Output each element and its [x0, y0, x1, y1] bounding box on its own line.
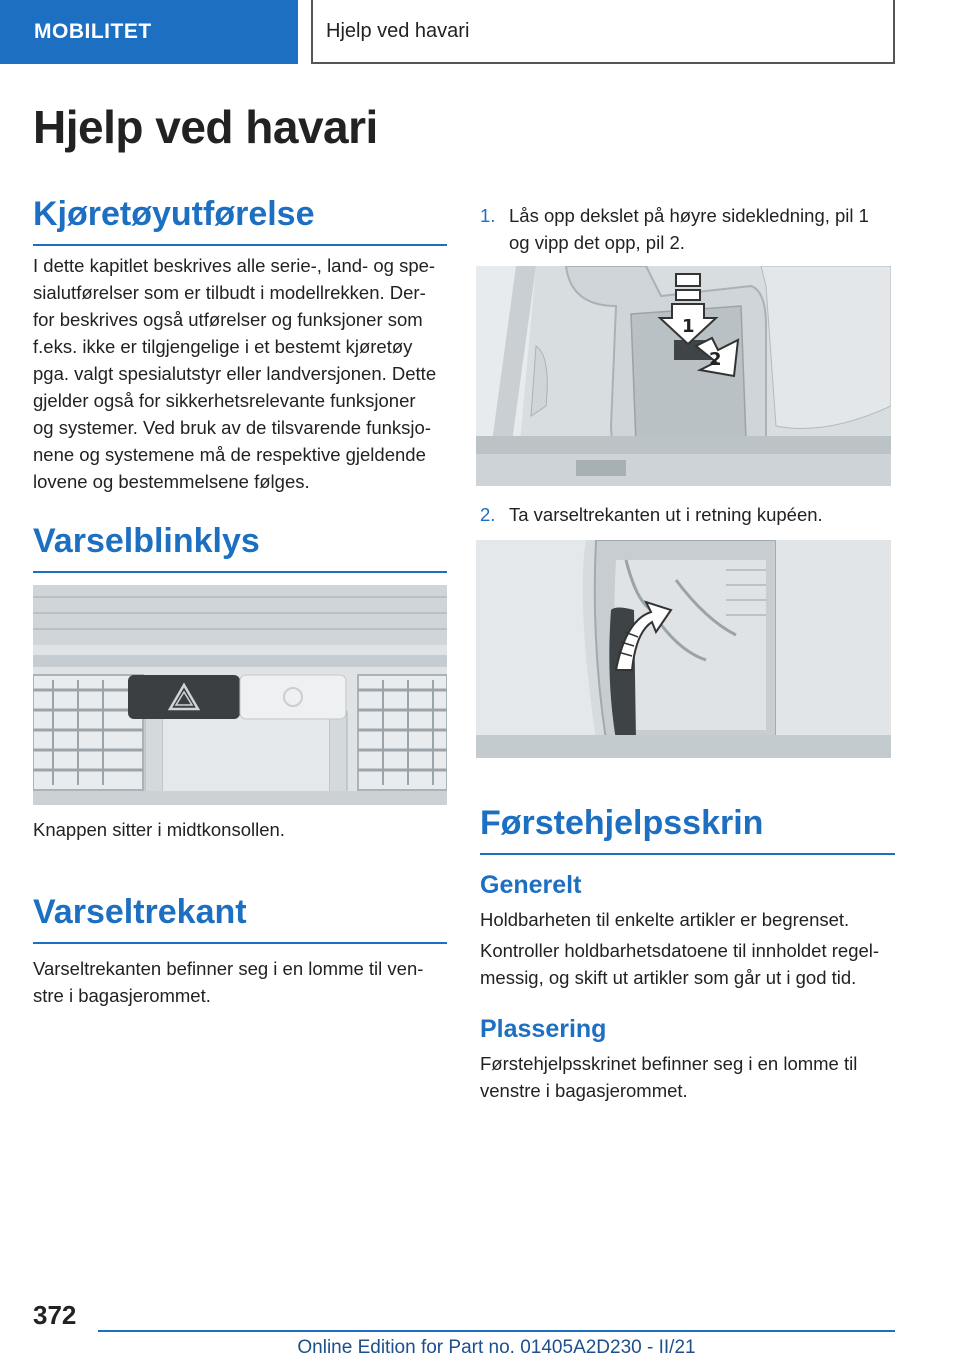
- heading-varseltrekant: Varseltrekant: [33, 893, 447, 944]
- text-line: lovene og bestemmelsene følges.: [33, 471, 310, 492]
- paragraph-varseltrekant: [33, 955, 453, 1009]
- arrow-label-2: 2: [709, 349, 722, 370]
- footer-divider: [98, 1330, 895, 1332]
- figure-warning-triangle-pocket: [476, 540, 891, 758]
- paragraph-generelt-2: [480, 937, 900, 991]
- caption-varselblinklys: Knappen sitter i midtkonsollen.: [33, 819, 285, 840]
- text-line: I dette kapitlet beskrives alle serie-, land- og spe-: [33, 255, 436, 276]
- paragraph-generelt-1: Holdbarheten til enkelte artikler er begrenset.: [480, 909, 850, 930]
- text-line: Lås opp dekslet på høyre sidekledning, pil 1: [509, 205, 869, 226]
- warning-triangle-illustration: [476, 540, 891, 758]
- text-line: Kontroller holdbarhetsdatoene til innholdet regel-: [480, 940, 880, 961]
- heading-kjoretoyutforelse: Kjøretøyutførelse: [33, 195, 447, 246]
- step-2: [480, 501, 900, 528]
- text-line: f.eks. ikke er tilgjengelige i et bestemt kjøretøy: [33, 336, 413, 357]
- text-line: nene og systemene må de respektive gjeldende: [33, 444, 426, 465]
- text-line: gjelder også for sikkerhetsrelevante funksjoner: [33, 390, 416, 411]
- text-line: og vipp det opp, pil 2.: [509, 232, 685, 253]
- text-line: messig, og skift ut artikler som går ut i god tid.: [480, 967, 857, 988]
- step-number: 2.: [480, 504, 496, 525]
- step-number: 1.: [480, 205, 496, 226]
- text-line: for beskrives også utførelser og funksjoner som: [33, 309, 423, 330]
- paragraph-kjoretoyutforelse: [33, 252, 453, 495]
- text-line: venstre i bagasjerommet.: [480, 1080, 688, 1101]
- heading-forstehjelpsskrin: Førstehjelpsskrin: [480, 804, 895, 855]
- figure-side-trim-cover: [476, 266, 891, 486]
- figure-hazard-switch: [33, 585, 447, 805]
- text-line: sialutførelser som er tilbudt i modellrekken. Der-: [33, 282, 426, 303]
- page-title: Hjelp ved havari: [33, 101, 378, 153]
- hazard-switch-illustration: [33, 585, 447, 805]
- text-line: Førstehjelpsskrinet befinner seg i en lomme til: [480, 1053, 858, 1074]
- text-line: og systemer. Ved bruk av de tilsvarende funksjo-: [33, 417, 431, 438]
- text-line: Ta varseltrekanten ut i retning kupéen.: [509, 504, 823, 525]
- page-number: 372: [33, 1300, 77, 1330]
- step-text: [509, 501, 823, 528]
- heading-generelt: Generelt: [480, 871, 582, 899]
- text-line: pga. valgt spesialutstyr eller landversjonen. Dette: [33, 363, 437, 384]
- step-text: [509, 202, 869, 256]
- arrow-label-1: 1: [682, 316, 695, 337]
- chapter-tab: Hjelp ved havari: [311, 0, 895, 64]
- section-tab: MOBILITET: [0, 0, 298, 64]
- footer-edition: Online Edition for Part no. 01405A2D230 - II/21: [297, 1337, 696, 1358]
- text-line: Varseltrekanten befinner seg i en lomme til ven-: [33, 958, 424, 979]
- heading-varselblinklys: Varselblinklys: [33, 522, 447, 573]
- text-line: stre i bagasjerommet.: [33, 985, 211, 1006]
- side-trim-illustration: [476, 266, 891, 486]
- heading-plassering: Plassering: [480, 1015, 607, 1043]
- paragraph-plassering: [480, 1050, 900, 1104]
- step-1: [480, 202, 900, 256]
